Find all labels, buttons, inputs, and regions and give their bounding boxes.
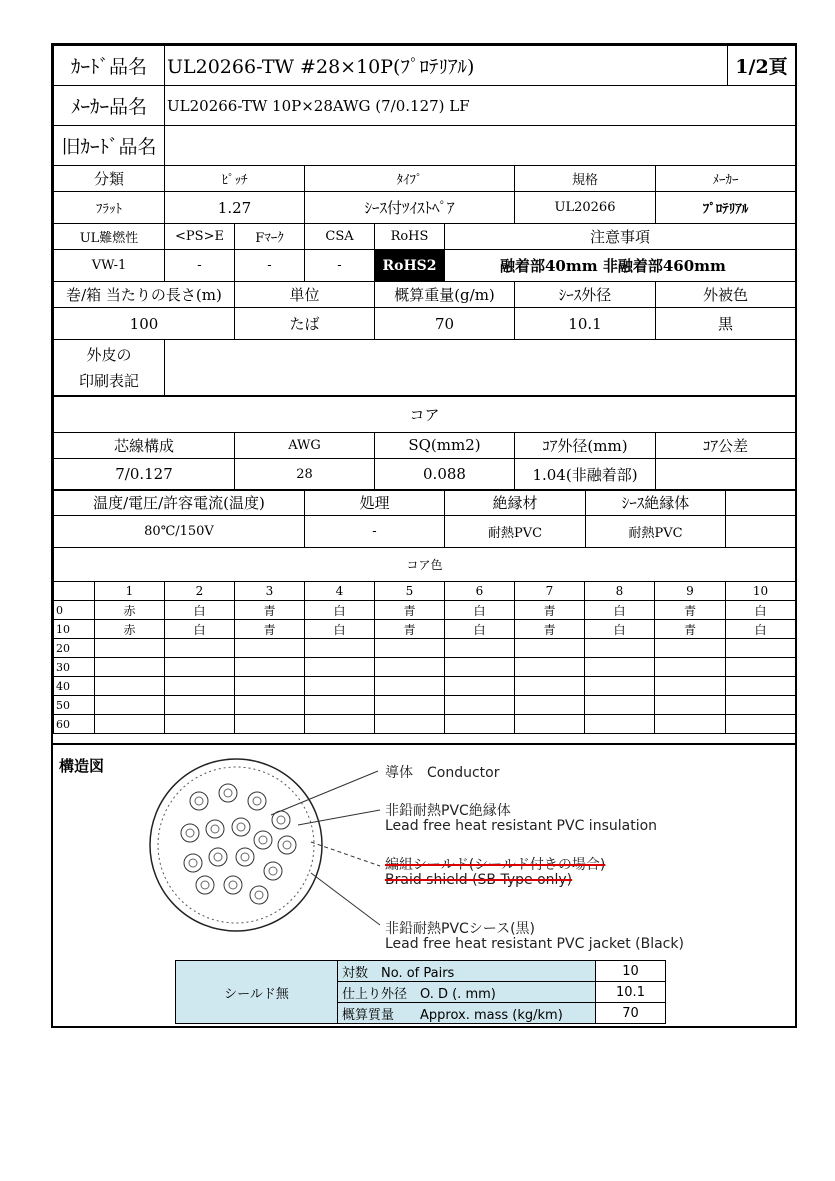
page-number: 1/2頁 <box>728 46 796 86</box>
conductor-strand <box>206 820 224 838</box>
conductor-strand <box>278 836 296 854</box>
color-cell <box>445 658 515 677</box>
color-cell: 白 <box>165 620 235 639</box>
color-row-number: 30 <box>54 658 95 677</box>
treatment-value: - <box>305 516 445 548</box>
color-cell <box>375 677 445 696</box>
color-cell <box>95 696 165 715</box>
color-row <box>54 620 796 639</box>
standard-label: 規格 <box>515 166 656 192</box>
conductor-strand <box>219 784 237 802</box>
color-cell: 赤 <box>95 620 165 639</box>
color-cell <box>445 639 515 658</box>
old-card-value <box>165 126 796 166</box>
ul-flame-label: UL難燃性 <box>54 224 165 250</box>
color-cell <box>515 696 585 715</box>
color-cell <box>585 715 655 734</box>
color-cell <box>235 715 305 734</box>
ul-flame-value: VW-1 <box>54 250 165 282</box>
length-label: 巻/箱 当たりの長さ(m) <box>54 282 235 308</box>
color-cell <box>165 639 235 658</box>
conductor-strand <box>254 831 272 849</box>
class-table <box>53 165 796 224</box>
color-corner <box>54 582 95 601</box>
core-od-value: 1.04(非融着部) <box>515 458 656 490</box>
color-cell <box>655 639 726 658</box>
color-cell <box>445 696 515 715</box>
color-cell <box>235 696 305 715</box>
awg-label: AWG <box>235 432 375 458</box>
jacket-label-jp: 非鉛耐熱PVCシース(黒) <box>385 921 536 937</box>
color-cell <box>585 677 655 696</box>
temp-table <box>53 489 796 548</box>
cert-table <box>53 223 796 282</box>
sheath-insulation-label: ｼｰｽ絶縁体 <box>586 490 726 516</box>
color-cell <box>375 639 445 658</box>
unit-label: 単位 <box>235 282 375 308</box>
color-cell <box>305 677 375 696</box>
color-cell <box>95 658 165 677</box>
strand-label: 芯線構成 <box>54 432 235 458</box>
jacket-color-label: 外被色 <box>656 282 796 308</box>
color-cell <box>235 658 305 677</box>
structure-section <box>53 743 795 1028</box>
color-cell: 青 <box>375 620 445 639</box>
f-mark-label: Fﾏｰｸ <box>235 224 305 250</box>
color-cell <box>305 658 375 677</box>
color-cell <box>95 715 165 734</box>
header-table <box>53 45 796 86</box>
card-name-label: ｶｰﾄﾞ品名 <box>54 46 165 86</box>
color-cell: 白 <box>726 620 796 639</box>
pitch-value: 1.27 <box>165 192 305 224</box>
color-row <box>54 677 796 696</box>
maker-name-value: UL20266-TW 10P×28AWG (7/0.127) LF <box>165 86 796 126</box>
spec-od-label: 仕上り外径 O. D (. mm) <box>338 982 596 1003</box>
card-name-value: UL20266-TW #28×10P(ﾌﾟﾛﾃﾘｱﾙ) <box>165 46 728 86</box>
color-cell <box>726 639 796 658</box>
print-label <box>54 340 165 396</box>
color-cell: 青 <box>655 601 726 620</box>
color-col-header: 1 <box>95 582 165 601</box>
color-row-number: 0 <box>54 601 95 620</box>
conductor-strand <box>264 862 282 880</box>
temp-value: 80℃/150V <box>54 516 305 548</box>
color-cell <box>726 677 796 696</box>
color-cell <box>585 658 655 677</box>
spec-od-value: 10.1 <box>596 982 666 1003</box>
length-value: 100 <box>54 308 235 340</box>
color-col-header: 9 <box>655 582 726 601</box>
color-cell <box>235 677 305 696</box>
sq-value: 0.088 <box>375 458 515 490</box>
spec-group-label: シールド無 <box>176 961 338 1024</box>
color-cell <box>95 639 165 658</box>
color-cell <box>726 696 796 715</box>
conductor-strand <box>232 818 250 836</box>
color-cell <box>165 696 235 715</box>
color-cell: 白 <box>726 601 796 620</box>
color-col-header: 2 <box>165 582 235 601</box>
core-tolerance-label: ｺｱ公差 <box>656 432 796 458</box>
jacket-color-value: 黒 <box>656 308 796 340</box>
color-row-number: 40 <box>54 677 95 696</box>
color-col-header: 8 <box>585 582 655 601</box>
shield-label-en: Braid shield (SB Type only) <box>385 872 573 888</box>
color-cell <box>655 677 726 696</box>
conductor-strand <box>190 792 208 810</box>
spec-mass-label: 概算質量 Approx. mass (kg/km) <box>338 1003 596 1024</box>
temp-label: 温度/電圧/許容電流(温度) <box>54 490 305 516</box>
strand-value: 7/0.127 <box>54 458 235 490</box>
color-cell: 青 <box>515 601 585 620</box>
conductor-strand <box>209 848 227 866</box>
color-cell <box>375 715 445 734</box>
insulation-label: 絶縁材 <box>445 490 586 516</box>
standard-value: UL20266 <box>515 192 656 224</box>
rohs-badge: RoHS2 <box>375 250 445 282</box>
color-cell <box>375 658 445 677</box>
spec-mass-value: 70 <box>596 1003 666 1024</box>
sheath-insulation-value: 耐熱PVC <box>586 516 726 548</box>
conductor-strand <box>250 886 268 904</box>
color-cell <box>585 639 655 658</box>
color-col-header: 3 <box>235 582 305 601</box>
notes-value: 融着部40mm 非融着部460mm <box>445 250 796 282</box>
color-cell <box>305 715 375 734</box>
treatment-label: 処理 <box>305 490 445 516</box>
color-cell: 赤 <box>95 601 165 620</box>
conductor-strand <box>184 854 202 872</box>
csa-value: - <box>305 250 375 282</box>
csa-label: CSA <box>305 224 375 250</box>
color-cell: 白 <box>305 620 375 639</box>
color-cell <box>305 696 375 715</box>
leader-jacket <box>311 873 380 925</box>
print-table <box>53 339 796 396</box>
awg-value: 28 <box>235 458 375 490</box>
color-cell <box>95 677 165 696</box>
print-label-2: 印刷表記 <box>78 371 139 390</box>
temp-extra-label <box>726 490 796 516</box>
color-cell <box>165 677 235 696</box>
color-cell <box>726 658 796 677</box>
maker-name-label: ﾒｰｶｰ品名 <box>54 86 165 126</box>
weight-value: 70 <box>375 308 515 340</box>
color-row-number: 60 <box>54 715 95 734</box>
print-value <box>165 340 796 396</box>
conductor-label: 導体 Conductor <box>385 765 500 781</box>
conductor-strand <box>236 848 254 866</box>
f-mark-value: - <box>235 250 305 282</box>
color-col-header: 4 <box>305 582 375 601</box>
unit-value: たば <box>235 308 375 340</box>
pse-label: <PS>E <box>165 224 235 250</box>
core-color-table <box>53 547 796 734</box>
class-label: 分類 <box>54 166 165 192</box>
insulation-label-en: Lead free heat resistant PVC insulation <box>385 818 658 834</box>
color-row <box>54 715 796 734</box>
sheath-od-value: 10.1 <box>515 308 656 340</box>
jacket-label-en: Lead free heat resistant PVC jacket (Black) <box>385 936 684 952</box>
sq-label: SQ(mm2) <box>375 432 515 458</box>
color-cell <box>655 658 726 677</box>
color-cell <box>375 696 445 715</box>
shield-label-jp: 編組シールド(シールド付きの場合) <box>385 857 606 873</box>
color-cell <box>515 677 585 696</box>
color-cell: 白 <box>305 601 375 620</box>
core-color-title: コア色 <box>54 548 796 582</box>
color-cell: 青 <box>375 601 445 620</box>
color-cell: 白 <box>165 601 235 620</box>
color-cell <box>515 658 585 677</box>
color-cell <box>165 715 235 734</box>
color-col-header: 5 <box>375 582 445 601</box>
type-value: ｼｰｽ付ﾂｲｽﾄﾍﾟｱ <box>305 192 515 224</box>
maker-value: ﾌﾟﾛﾃﾘｱﾙ <box>656 192 796 224</box>
color-cell <box>305 639 375 658</box>
structure-title: 構造図 <box>59 757 105 775</box>
color-row-number: 20 <box>54 639 95 658</box>
pse-value: - <box>165 250 235 282</box>
spec-pairs-value: 10 <box>596 961 666 982</box>
conductor-strand <box>181 824 199 842</box>
weight-label: 概算重量(g/m) <box>375 282 515 308</box>
color-row-number: 50 <box>54 696 95 715</box>
conductor-strand <box>248 792 266 810</box>
color-col-header: 10 <box>726 582 796 601</box>
color-cell <box>655 715 726 734</box>
color-cell: 青 <box>655 620 726 639</box>
notes-label: 注意事項 <box>445 224 796 250</box>
color-cell <box>445 715 515 734</box>
length-table <box>53 281 796 340</box>
color-row <box>54 639 796 658</box>
color-cell: 白 <box>445 601 515 620</box>
color-cell <box>655 696 726 715</box>
color-row <box>54 696 796 715</box>
type-label: ﾀｲﾌﾟ <box>305 166 515 192</box>
temp-extra-value <box>726 516 796 548</box>
color-row <box>54 658 796 677</box>
maker-label: ﾒｰｶｰ <box>656 166 796 192</box>
color-cell: 青 <box>235 620 305 639</box>
old-card-label: 旧ｶｰﾄﾞ品名 <box>54 126 165 166</box>
color-cell: 白 <box>585 601 655 620</box>
core-tolerance-value <box>656 458 796 490</box>
color-col-header: 7 <box>515 582 585 601</box>
color-cell: 白 <box>585 620 655 639</box>
color-cell <box>235 639 305 658</box>
color-cell: 青 <box>235 601 305 620</box>
spec-summary-table <box>175 960 666 1024</box>
color-cell <box>165 658 235 677</box>
color-row-number: 10 <box>54 620 95 639</box>
color-row <box>54 601 796 620</box>
spec-pairs-label: 対数 No. of Pairs <box>338 961 596 982</box>
color-cell <box>585 696 655 715</box>
spec-sheet <box>51 43 797 1028</box>
maker-table <box>53 85 796 166</box>
class-value: ﾌﾗｯﾄ <box>54 192 165 224</box>
core-table <box>53 395 796 491</box>
core-title: コア <box>54 396 796 432</box>
print-label-1: 外皮の <box>86 345 132 364</box>
conductor-strand <box>224 876 242 894</box>
rohs-label: RoHS <box>375 224 445 250</box>
color-cell: 白 <box>445 620 515 639</box>
color-cell <box>515 639 585 658</box>
color-col-header: 6 <box>445 582 515 601</box>
insulation-label-jp: 非鉛耐熱PVC絶縁体 <box>385 803 511 819</box>
sheath-od-label: ｼｰｽ外径 <box>515 282 656 308</box>
conductor-strand <box>196 876 214 894</box>
insulation-value: 耐熱PVC <box>445 516 586 548</box>
pitch-label: ﾋﾟｯﾁ <box>165 166 305 192</box>
core-od-label: ｺｱ外径(mm) <box>515 432 656 458</box>
color-cell: 青 <box>515 620 585 639</box>
color-cell <box>515 715 585 734</box>
color-cell <box>445 677 515 696</box>
color-cell <box>726 715 796 734</box>
